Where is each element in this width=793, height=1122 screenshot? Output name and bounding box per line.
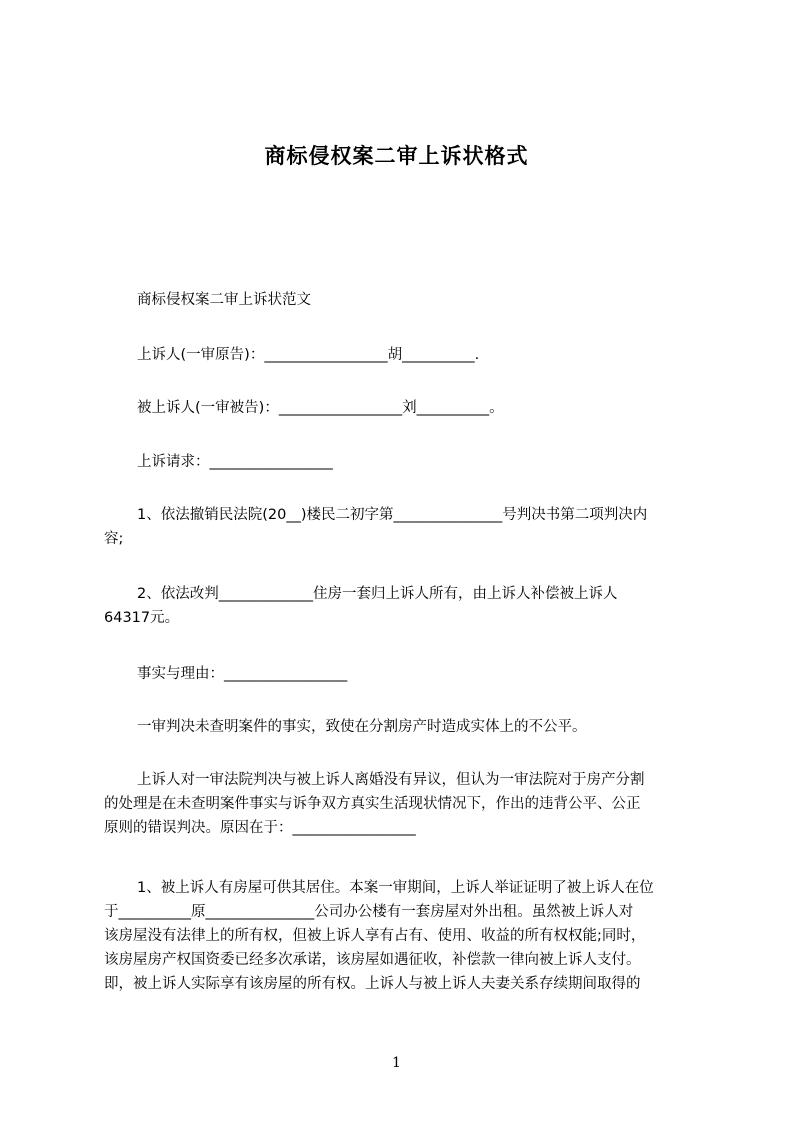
text-line: 即，被上诉人实际享有该房屋的所有权。上诉人与被上诉人夫妻关系存续期间取得的 xyxy=(104,976,641,992)
text-line: 被上诉人(一审被告)：_________________刘__________。 xyxy=(137,400,504,416)
paragraph-first-instance-summary xyxy=(104,715,698,739)
text-line: 1、依法撤销民法院(20__)楼民二初字第_______________号判决书第二项判决内 xyxy=(137,507,648,523)
text-line: 容; xyxy=(104,531,124,547)
text-line: 事实与理由：_________________ xyxy=(137,666,348,682)
text-line: 上诉人(一审原告)：_________________胡__________. xyxy=(137,347,480,363)
document-title: 商标侵权案二审上诉状格式 xyxy=(264,144,529,168)
text-line: 1、被上诉人有房屋可供其居住。本案一审期间，上诉人举证证明了被上诉人在位 xyxy=(137,880,654,896)
text-line: 商标侵权案二审上诉状范文 xyxy=(137,292,311,308)
text-line: 2、依法改判_____________住房一套归上诉人所有，由上诉人补偿被上诉人 xyxy=(137,586,618,602)
text-line: 一审判决未查明案件的事实，致使在分割房产时造成实体上的不公平。 xyxy=(137,719,587,735)
paragraph-request-item-2 xyxy=(104,582,698,630)
paragraph-appellee xyxy=(104,396,698,420)
text-line: 该房屋房产权国资委已经多次承诺，该房屋如遇征收，补偿款一律向被上诉人支付。 xyxy=(104,952,641,968)
page-number: 1 xyxy=(392,1055,401,1071)
text-line: 的处理是在未查明案件事实与诉争双方真实生活现状情况下，作出的违背公平、公正 xyxy=(104,796,641,812)
paragraph-argument xyxy=(104,768,698,840)
text-line: 64317元。 xyxy=(104,610,180,626)
text-line: 原则的错误判决。原因在于：_________________ xyxy=(104,820,416,836)
paragraph-request-item-1 xyxy=(104,503,698,551)
paragraph-appeal-request xyxy=(104,450,698,474)
text-line: 该房屋没有法律上的所有权，但被上诉人享有占有、使用、收益的所有权权能;同时， xyxy=(104,928,646,944)
text-line: 于__________原_______________公司办公楼有一套房屋对外出租。虽然被上诉人对 xyxy=(104,904,634,920)
text-line: 上诉请求：_________________ xyxy=(137,454,333,470)
paragraph-reason-1 xyxy=(104,876,698,996)
paragraph-subtitle xyxy=(104,288,698,312)
paragraph-appellant xyxy=(104,343,698,367)
text-line: 上诉人对一审法院判决与被上诉人离婚没有异议，但认为一审法院对于房产分割 xyxy=(137,772,645,788)
paragraph-facts-reasons xyxy=(104,662,698,686)
